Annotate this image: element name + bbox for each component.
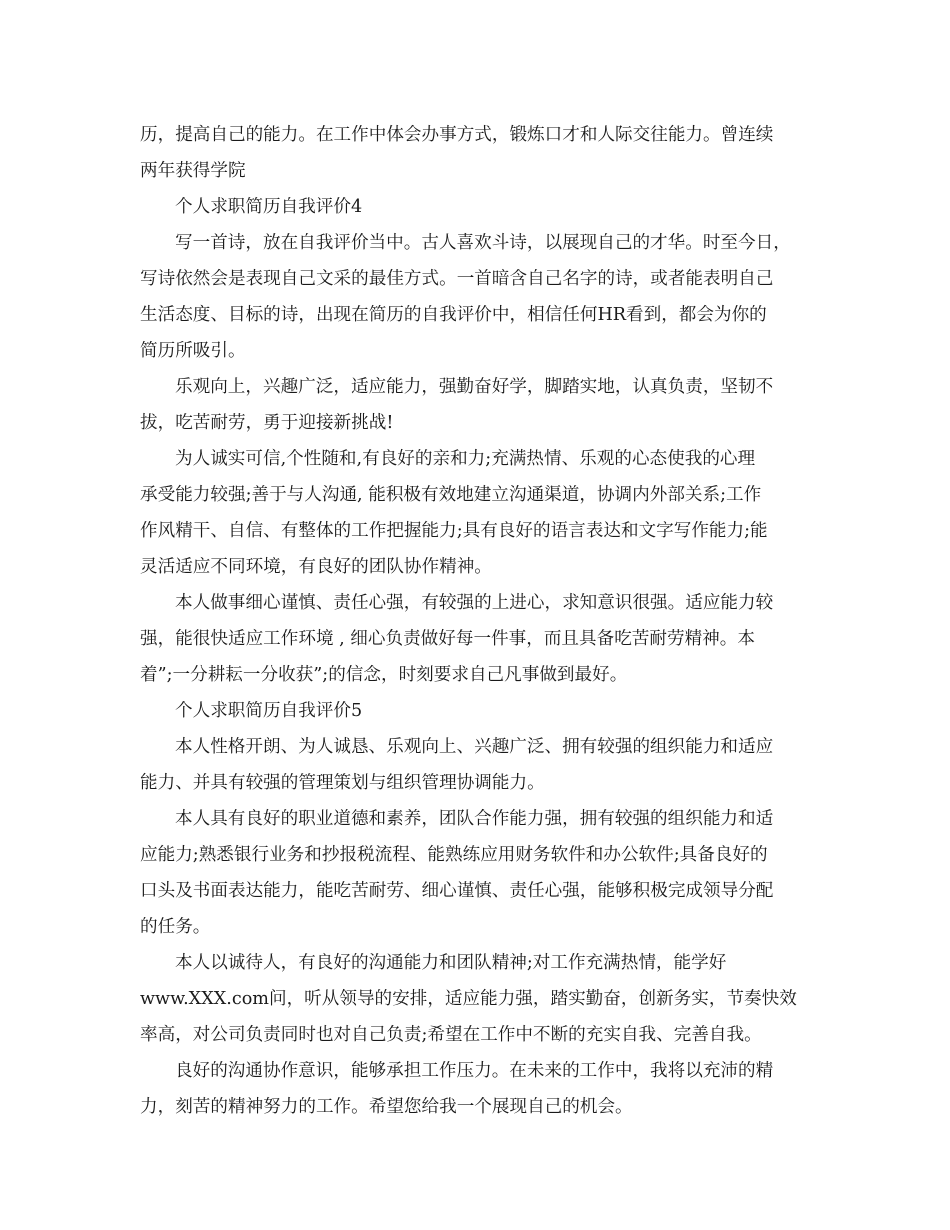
text-line: 率高，对公司负责同时也对自己负责;希望在工作中不断的充实自我、完善自我。 [140,1025,762,1045]
text-line: 口头及书面表达能力，能吃苦耐劳、细心谨慎、责任心强，能够积极完成领导分配 [140,881,774,901]
text-line: 生活态度、目标的诗，出现在简历的自我评价中，相信任何HR看到，都会为你的 [140,305,767,325]
text-line: www.XXX.com问，听从领导的安排，适应能力强，踏实勤奋，创新务实，节奏快效 [140,989,797,1009]
text-line: 作风精干、自信、有整体的工作把握能力;具有良好的语言表达和文字写作能力;能 [140,521,768,541]
text-line: 灵活适应不同环境，有良好的团队协作精神。 [140,557,492,577]
text-line: 为人诚实可信,个性随和,有良好的亲和力;充满热情、乐观的心态使我的心理 [175,449,756,469]
text-line: 两年获得学院 [140,161,246,181]
text-line: 承受能力较强;善于与人沟通, 能积极有效地建立沟通渠道，协调内外部关系;工作 [140,485,762,505]
text-line: 本人性格开朗、为人诚恳、乐观向上、兴趣广泛、拥有较强的组织能力和适应 [175,737,774,757]
text-line: 写诗依然会是表现自己文采的最佳方式。一首暗含自己名字的诗，或者能表明自己 [140,269,774,289]
text-line: 着”;一分耕耘一分收获”;的信念，时刻要求自己凡事做到最好。 [140,665,628,685]
text-line: 乐观向上，兴趣广泛，适应能力，强勤奋好学，脚踏实地，认真负责，坚韧不 [175,377,774,397]
text-line: 本人以诚待人，有良好的沟通能力和团队精神;对工作充满热情，能学好 [175,953,727,973]
text-line: 简历所吸引。 [140,341,246,361]
text-line: 能力、并具有较强的管理策划与组织管理协调能力。 [140,773,545,793]
text-line: 的任务。 [140,917,211,937]
document-body [140,117,830,1125]
text-line: 本人具有良好的职业道德和素养，团队合作能力强，拥有较强的组织能力和适 [175,809,774,829]
text-line: 拔，吃苦耐劳，勇于迎接新挑战! [140,413,394,433]
text-line: 写一首诗，放在自我评价当中。古人喜欢斗诗，以展现自己的才华。时至今日， [175,233,791,253]
text-line: 历，提高自己的能力。在工作中体会办事方式，锻炼口才和人际交往能力。曾连续 [140,125,774,145]
section-heading: 个人求职简历自我评价5 [175,701,363,721]
text-line: 良好的沟通协作意识，能够承担工作压力。在未来的工作中，我将以充沛的精 [175,1061,774,1081]
section-heading: 个人求职简历自我评价4 [175,197,363,217]
text-line: 力，刻苦的精神努力的工作。希望您给我一个展现自己的机会。 [140,1097,633,1117]
text-line: 强，能很快适应工作环境 , 细心负责做好每一件事，而且具备吃苦耐劳精神。本 [140,629,755,649]
text-line: 应能力;熟悉银行业务和抄报税流程、能熟练应用财务软件和办公软件;具备良好的 [140,845,768,865]
text-line: 本人做事细心谨慎、责任心强，有较强的上进心，求知意识很强。适应能力较 [175,593,774,613]
